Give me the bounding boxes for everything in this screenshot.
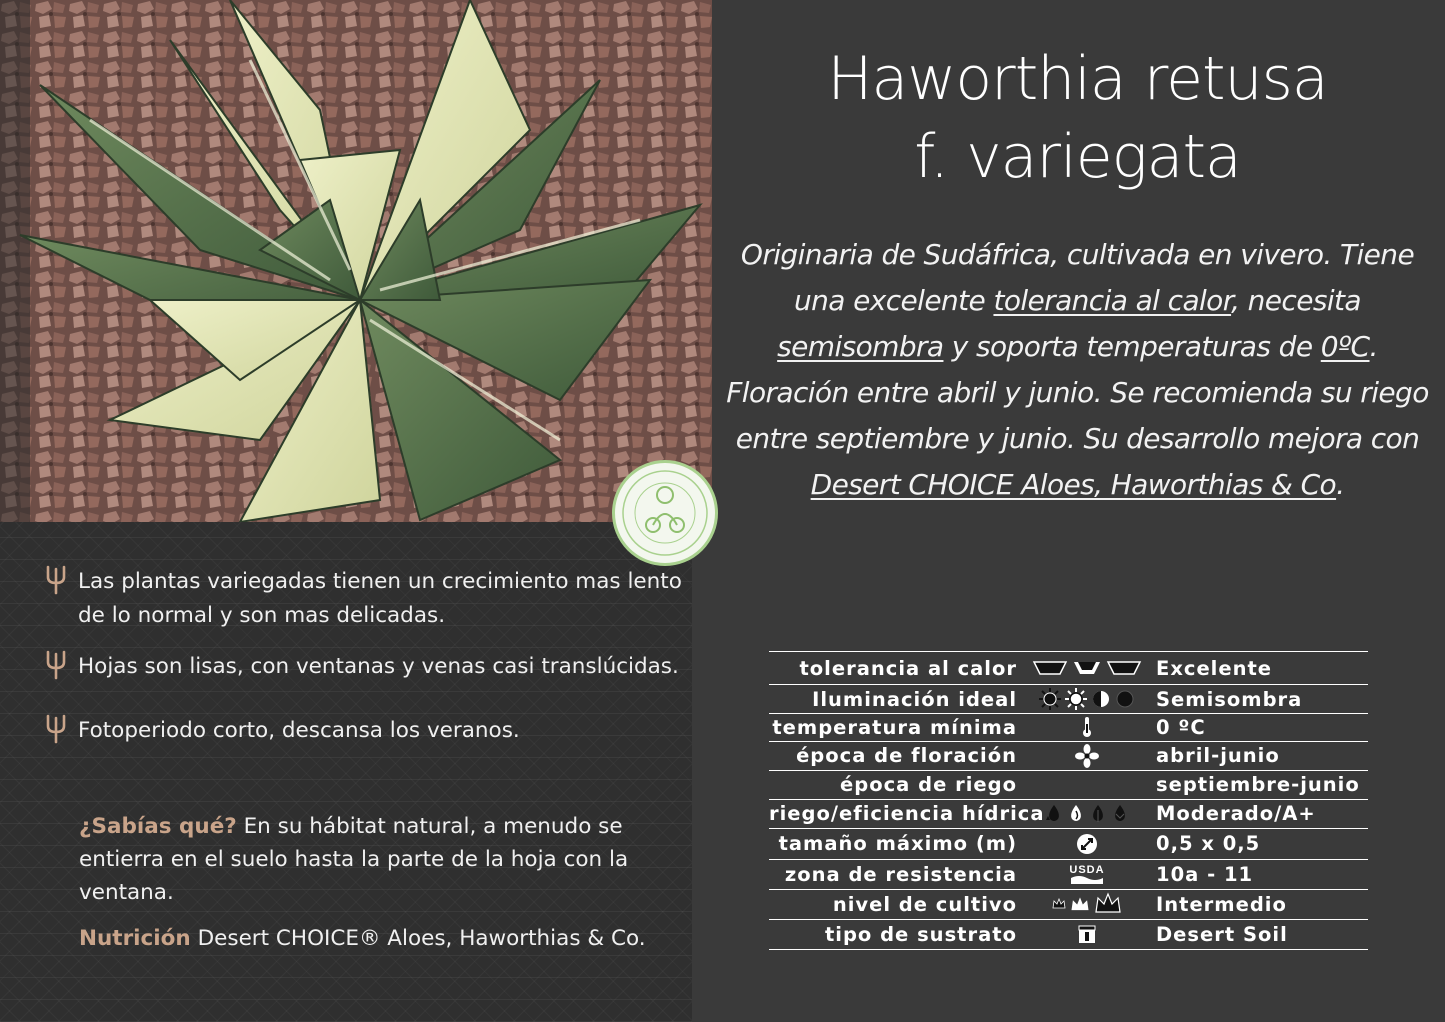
spec-row <box>769 920 1368 950</box>
plant-photo <box>0 0 712 522</box>
spec-value: abril-junio <box>1156 744 1280 767</box>
thermometer-icon <box>1021 716 1152 738</box>
spec-label: tolerancia al calor <box>799 656 1017 680</box>
spec-row <box>769 860 1368 890</box>
description-text-2: , necesita <box>1231 284 1361 317</box>
nutrition-text: Desert CHOICE® Aloes, Haworthias & Co. <box>190 926 646 951</box>
did-you-know <box>79 810 689 909</box>
spec-label: Iluminación ideal <box>812 687 1017 711</box>
specs-table <box>769 651 1368 950</box>
svg-text:USDA: USDA <box>1068 864 1105 876</box>
nutrition <box>79 922 709 955</box>
did-you-know-label: ¿Sabías qué? <box>79 814 237 839</box>
description-text-1: Originaria de Sudáfrica, cultivada en vivero. Tiene una excelente <box>740 238 1415 317</box>
spec-label: nivel de cultivo <box>832 892 1017 916</box>
usda-icon <box>1021 862 1152 886</box>
size-icon <box>1021 832 1152 856</box>
heat-tolerance-link[interactable]: tolerancia al calor <box>993 284 1232 317</box>
title-line-1: Haworthia retusa <box>827 44 1328 114</box>
product-link[interactable]: Desert CHOICE Aloes, Haworthias & Co <box>810 468 1337 501</box>
plant-description <box>720 232 1435 508</box>
spec-row <box>769 890 1368 920</box>
nutrition-label: Nutrición <box>79 926 191 951</box>
spec-label: época de riego <box>840 773 1017 796</box>
spec-row <box>769 771 1368 800</box>
water-drops-icons <box>1021 804 1152 824</box>
spec-value: Desert Soil <box>1156 922 1288 946</box>
temperature-link[interactable]: 0ºC <box>1320 330 1370 363</box>
trident-icon <box>44 712 78 755</box>
pet-safe-badge <box>612 460 718 566</box>
bullet-item <box>44 650 704 691</box>
spec-value: Moderado/A+ <box>1156 802 1316 825</box>
light-icons <box>1021 688 1152 710</box>
trident-icon <box>44 563 78 606</box>
plant-title <box>740 40 1415 196</box>
spec-row <box>769 829 1368 860</box>
did-you-know-text: En su hábitat natural, a menudo se entierra en el suelo hasta la parte de la hoja con la ventana. <box>79 814 629 905</box>
heat-tolerance-icons <box>1021 658 1152 678</box>
bullet-item <box>44 565 704 633</box>
description-text-4: . Floración entre abril y junio. Se recomienda su riego entre septiembre y junio. Su desarrollo mejora con <box>726 330 1429 455</box>
spec-value: 0,5 x 0,5 <box>1156 832 1261 855</box>
bullet-item <box>44 714 704 755</box>
spec-label: temperatura mínima <box>772 715 1017 739</box>
crown-icons <box>1021 892 1152 916</box>
semishade-link[interactable]: semisombra <box>777 330 944 363</box>
spec-label: tipo de sustrato <box>824 922 1017 946</box>
spec-row <box>769 685 1368 714</box>
title-line-2: f. variegata <box>914 122 1241 192</box>
substrate-icon <box>1021 924 1152 944</box>
bullet-text: Las plantas variegadas tienen un crecimiento mas lento de lo normal y son mas delicadas. <box>78 569 682 628</box>
spec-label: riego/eficiencia hídrica <box>769 802 1045 825</box>
trident-icon <box>44 648 78 691</box>
spec-value: 10a - 11 <box>1156 862 1254 886</box>
spec-value: Semisombra <box>1156 687 1303 711</box>
description-text-3: y soporta temperaturas de <box>943 330 1321 363</box>
spec-label: época de floración <box>796 744 1017 767</box>
spec-label: tamaño máximo (m) <box>778 832 1017 855</box>
bullet-text: Fotoperiodo corto, descansa los veranos. <box>78 718 520 743</box>
spec-label: zona de resistencia <box>784 862 1017 886</box>
bullet-text: Hojas son lisas, con ventanas y venas casi translúcidas. <box>78 654 679 679</box>
spec-value: Intermedio <box>1156 892 1287 916</box>
spec-value: Excelente <box>1156 656 1273 680</box>
spec-row <box>769 714 1368 742</box>
flower-icon <box>1021 744 1152 768</box>
spec-value: septiembre-junio <box>1156 773 1360 796</box>
spec-row <box>769 742 1368 771</box>
description-text-5: . <box>1336 468 1345 501</box>
spec-row <box>769 800 1368 829</box>
spec-row <box>769 652 1368 685</box>
spec-value: 0 ºC <box>1156 715 1206 739</box>
